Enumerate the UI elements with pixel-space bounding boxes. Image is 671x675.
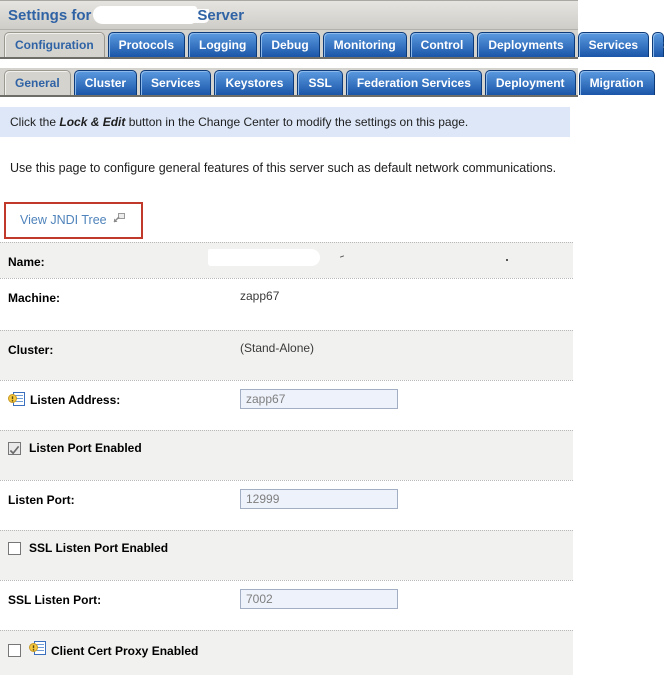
field-row-cluster <box>0 330 573 380</box>
subtab-cluster[interactable]: Cluster <box>74 70 137 95</box>
field-row-name <box>0 242 573 278</box>
new-window-icon <box>112 211 125 229</box>
machine-value: zapp67 <box>240 289 280 303</box>
tab-logging[interactable]: Logging <box>188 32 257 57</box>
subtab-general[interactable]: General <box>4 70 71 95</box>
redaction-blob-name <box>208 249 320 266</box>
listen-port-input[interactable] <box>240 489 398 509</box>
server-settings-form <box>0 242 573 675</box>
field-row-machine <box>0 278 573 330</box>
change-center-notice <box>0 107 570 137</box>
tab-services[interactable]: Services <box>578 32 649 57</box>
field-row-listen-port-enabled <box>0 430 573 480</box>
subtab-keystores[interactable]: Keystores <box>214 70 294 95</box>
redaction-artifact <box>340 255 344 257</box>
subtab-deployment[interactable]: Deployment <box>485 70 576 95</box>
view-jndi-tree-link[interactable]: View JNDI Tree <box>20 213 107 227</box>
tab-deployments[interactable]: Deployments <box>477 32 574 57</box>
page-description: Use this page to configure general features of this server such as default network communications. <box>10 161 557 175</box>
subtab-ssl[interactable]: SSL <box>297 70 342 95</box>
notice-suffix: button in the Change Center to modify the settings on this page. <box>125 115 469 129</box>
field-row-listen-address <box>0 380 573 430</box>
jndi-section <box>4 202 578 239</box>
subtab-migration[interactable]: Migration <box>579 70 655 95</box>
page-header <box>0 0 578 30</box>
page-title <box>8 7 244 24</box>
secondary-tabbar <box>0 68 644 97</box>
tab-partial-right[interactable]: S <box>652 32 664 57</box>
tab-control[interactable]: Control <box>410 32 475 57</box>
page-title-suffix: Server <box>197 6 245 24</box>
cluster-value: (Stand-Alone) <box>240 341 315 355</box>
page-title-prefix: Settings for <box>8 6 92 24</box>
client-cert-proxy-checkbox[interactable] <box>8 644 21 657</box>
tab-configuration[interactable]: Configuration <box>4 32 105 57</box>
ssl-listen-port-input[interactable] <box>240 589 398 609</box>
redaction-blob-title <box>93 6 197 24</box>
listen-port-enabled-label: Listen Port Enabled <box>29 441 142 455</box>
annotation-red-box <box>4 202 143 239</box>
listen-port-enabled-checkbox[interactable] <box>8 442 21 455</box>
field-row-client-cert-proxy <box>0 630 573 675</box>
listen-port-label: Listen Port: <box>8 493 75 507</box>
listen-address-label: Listen Address: <box>30 393 121 407</box>
subtab-federation-services[interactable]: Federation Services <box>346 70 482 95</box>
ssl-listen-port-enabled-label: SSL Listen Port Enabled <box>29 541 169 555</box>
tab-debug[interactable]: Debug <box>260 32 319 57</box>
ssl-listen-port-enabled-checkbox[interactable] <box>8 542 21 555</box>
field-row-ssl-listen-port-enabled <box>0 530 573 580</box>
restart-required-icon <box>29 641 46 660</box>
name-label: Name: <box>8 255 45 269</box>
machine-label: Machine: <box>8 291 61 305</box>
tab-monitoring[interactable]: Monitoring <box>323 32 407 57</box>
field-row-ssl-listen-port <box>0 580 573 630</box>
primary-tabbar <box>0 30 671 59</box>
notice-lock-edit: Lock & Edit <box>59 115 126 129</box>
field-row-listen-port <box>0 480 573 530</box>
restart-required-icon <box>8 392 25 411</box>
subtab-services[interactable]: Services <box>140 70 211 95</box>
client-cert-proxy-label: Client Cert Proxy Enabled <box>51 643 199 658</box>
cluster-label: Cluster: <box>8 343 54 357</box>
ssl-listen-port-label: SSL Listen Port: <box>8 593 102 607</box>
notice-prefix: Click the <box>10 115 60 129</box>
listen-address-input[interactable] <box>240 389 398 409</box>
tab-protocols[interactable]: Protocols <box>108 32 185 57</box>
redaction-artifact <box>506 259 508 261</box>
